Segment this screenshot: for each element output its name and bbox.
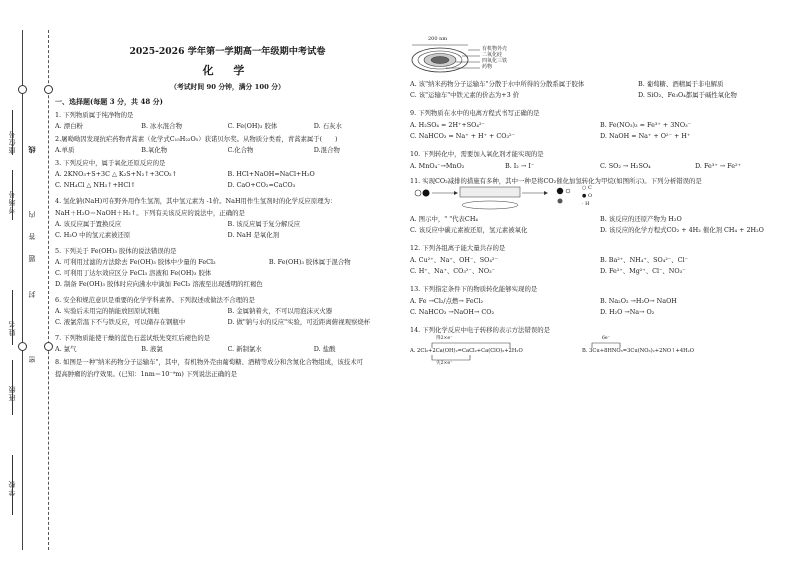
question-stem-cont: 提高肿瘤的治疗效果。(已知：1nm＝10⁻⁹m) 下列说法正确的是 <box>55 370 237 379</box>
option[interactable]: B.氧化物 <box>141 146 168 155</box>
question-7 <box>55 334 400 353</box>
exam-no-label: 考场号 <box>8 190 16 214</box>
diagram-label: 有机物外壳 <box>482 46 508 52</box>
binding-margin <box>0 0 60 566</box>
name-field[interactable] <box>12 290 13 345</box>
seal-text: 答 <box>28 232 36 240</box>
question-12 <box>410 244 790 278</box>
option[interactable]: A.单质 <box>55 146 75 155</box>
electron-transfer-options <box>410 334 790 368</box>
diagram-label: 药物 <box>482 64 493 70</box>
option[interactable]: B. I₂ → I⁻ <box>505 162 535 170</box>
option[interactable]: B. Fe(OH)₃ 胶体属于混合物 <box>268 258 351 267</box>
margin-line <box>22 30 23 550</box>
seal-text: 封 <box>28 290 36 298</box>
option[interactable]: B. 液氯 <box>141 345 163 354</box>
question-4 <box>55 197 400 242</box>
option[interactable]: B. HCl+NaOH=NaCl+H₂O <box>227 170 315 179</box>
option[interactable]: A. 图示中，" "代表CH₄ <box>410 215 478 223</box>
school-field[interactable] <box>12 455 13 515</box>
option[interactable]: C. H⁺、Na⁺、CO₃²⁻、NO₃⁻ <box>410 267 496 275</box>
option[interactable]: A. 该"纳米药物分子运输车"分散于水中所得的分散系属于胶体 <box>410 80 585 88</box>
option[interactable]: A. MnO₄⁻→MnO₂ <box>410 162 465 170</box>
electron-loss-label: 失2×e⁻ <box>436 361 453 366</box>
left-column <box>55 40 400 380</box>
question-11 <box>410 177 790 237</box>
option[interactable]: C. 该"运输车"中铁元素的价态为+3 价 <box>410 91 520 99</box>
option[interactable]: D. 做"钠与水的反应"实验，可近距离俯视观察烧杯 <box>227 318 371 327</box>
option[interactable]: D. 该反应的化学方程式CO₂ + 4H₂ 催化剂 CH₄ + 2H₂O <box>600 226 764 234</box>
option[interactable]: A. 可利用过滤的方法除去 Fe(OH)₃ 胶体中少量的 FeCl₃ <box>55 258 216 267</box>
class-label: 班级 <box>8 385 16 401</box>
option[interactable]: C. Fe(OH)₃ 胶体 <box>227 122 278 131</box>
electron-gain-label: 得2×e⁻ <box>436 336 453 341</box>
question-3 <box>55 159 400 192</box>
option[interactable]: D.混合物 <box>313 146 340 155</box>
option[interactable]: C. H₂O 中的氢元素被还原 <box>55 231 131 240</box>
legend-item: ○ C <box>582 185 592 191</box>
option[interactable]: B. 葡萄糖、酒精属于非电解质 <box>638 80 724 88</box>
option[interactable]: C. 该反应中碳元素被还原，氢元素被氧化 <box>410 226 528 234</box>
name-label: 姓名 <box>8 320 16 336</box>
question-6 <box>55 296 400 329</box>
option[interactable]: A. H₂SO₄ = 2H⁺+SO₄²⁻ <box>410 121 485 129</box>
seat-label: 座位号 <box>8 130 16 154</box>
question-stem-cont: NaH＋H₂O＝NaOH＋H₂↑。下列有关该反应的说法中，正确的是 <box>55 209 245 218</box>
exam-no-field[interactable] <box>12 170 13 220</box>
exam-subject: 化 学 <box>202 63 253 77</box>
legend-item: ● O <box>582 193 593 199</box>
question-8-options <box>410 80 790 102</box>
option[interactable]: D. NaH 是氧化剂 <box>227 231 280 240</box>
question-stem: 4. 氢化钠(NaH)可在野外用作生氢剂，其中氢元素为 -1价。NaH用作生氢剂时的化学反应原理为： <box>55 197 337 206</box>
question-stem: 14. 下列化学反应中电子转移的表示方法错误的是 <box>410 326 551 334</box>
option[interactable]: A. 该反应属于置换反应 <box>55 220 122 229</box>
nano-carrier-diagram <box>410 36 790 76</box>
seal-text: 内 <box>28 210 36 218</box>
option[interactable]: A. Fe →Cl₂/点燃→ FeCl₂ <box>410 297 484 305</box>
diagram-scale-label: 200 nm <box>428 36 448 42</box>
class-field[interactable] <box>12 360 13 415</box>
question-stem: 1. 下列物质属于纯净物的是 <box>55 111 134 120</box>
exam-info: （考试时间 90 分钟，满分 100 分） <box>170 83 285 92</box>
question-1 <box>55 111 400 130</box>
option[interactable]: D. H₂O →Na→ O₂ <box>600 308 655 316</box>
option[interactable]: D. 制备 Fe(OH)₃ 胶体时应向沸水中滴加 FeCl₃ 溶液至出现透明的红褐色 <box>55 280 263 289</box>
right-column <box>410 36 790 371</box>
seat-field[interactable] <box>12 110 13 155</box>
question-stem: 7. 下列物质能使干燥的蓝色石蕊试纸先变红后褪色的是 <box>55 334 211 343</box>
option[interactable]: B. 该反应属于复分解反应 <box>227 220 301 229</box>
question-stem: 5. 下列关于 Fe(OH)₃ 胶体的说法错误的是 <box>55 247 177 256</box>
question-14 <box>410 326 790 368</box>
section-heading: 一、选择题(每题 3 分，共 48 分) <box>55 96 163 106</box>
binding-hole <box>18 342 27 351</box>
question-8 <box>55 358 400 378</box>
option[interactable]: C. 液氯常温下不与铁反应，可以储存在钢瓶中 <box>55 318 186 327</box>
seal-text: 题 <box>28 254 36 262</box>
option[interactable]: C. SO₂ → H₂SO₄ <box>600 162 651 170</box>
option[interactable]: D. Fe²⁺、Mg²⁺、Cl⁻、NO₃⁻ <box>600 267 686 275</box>
question-stem: 3. 下列反应中，属于氧化还原反应的是 <box>55 159 166 168</box>
school-label: 学校 <box>8 480 16 496</box>
question-stem: 9. 下列物质在水中的电离方程式书写正确的是 <box>410 109 540 117</box>
option[interactable]: C. NaHCO₃ →NaOH→ CO₂ <box>410 308 495 316</box>
question-stem: 13. 下列指定条件下的物质转化能够实现的是 <box>410 285 538 293</box>
option[interactable]: D. 石灰水 <box>313 122 342 131</box>
option[interactable]: A. 氯气 <box>55 345 77 354</box>
question-13 <box>410 285 790 319</box>
exam-title: 2025-2026 学年第一学期高一年级期中考试卷 <box>129 46 326 57</box>
option[interactable]: B. 金属钠着火，不可以用泡沫灭火器 <box>227 307 333 316</box>
binding-hole <box>44 342 53 351</box>
option[interactable]: A. Cu²⁺、Na⁺、OH⁻、SO₄²⁻ <box>410 256 498 264</box>
question-stem: 12. 下列各组离子能大量共存的是 <box>410 244 506 252</box>
electron-transfer-label: 6e⁻ <box>602 336 611 341</box>
co2-hydrogenation-diagram <box>410 185 790 211</box>
option[interactable]: D. SiO₂、Fe₃O₄都属于碱性氧化物 <box>638 91 737 99</box>
option[interactable]: C. 可利用丁达尔效应区分 FeCl₃ 溶液和 Fe(OH)₃ 胶体 <box>55 269 212 278</box>
seal-text: 密 <box>28 355 36 363</box>
binding-hole <box>18 85 27 94</box>
question-10 <box>410 150 790 170</box>
option[interactable]: B. Fe(NO₃)₃ = Fe³⁺ + 3NO₃⁻ <box>600 121 692 129</box>
option[interactable]: C. NH₄Cl △ NH₃↑+HCl↑ <box>55 181 136 190</box>
option[interactable]: B. 冰水混合物 <box>141 122 182 131</box>
option[interactable]: B. 3Cu+8HNO₃=3Cu(NO₃)₂+2NO↑+4H₂O <box>582 348 695 354</box>
option[interactable]: C. NaHCO₃ = Na⁺ + H⁺ + CO₃²⁻ <box>410 132 515 140</box>
legend-item: · H <box>582 201 590 207</box>
question-stem: 2.屠呦呦因发现抗疟药物青蒿素（化学式C₁₅H₂₂O₅）获诺贝尔奖。从物质分类看，青蒿素属于( ) <box>55 135 338 144</box>
question-stem: 11. 实现CO₂减排的措施有多种，其中一种是将CO₂催化加氢转化为甲烷(如图所示)。下列分析错误的是 <box>410 177 702 185</box>
reaction-figure <box>410 185 610 211</box>
seal-text: 线 <box>27 145 36 153</box>
diagram-label: 二氧化硅 <box>482 52 503 58</box>
option[interactable]: B. Ba²⁺、NH₄⁺、SO₄²⁻、Cl⁻ <box>600 256 688 264</box>
option[interactable]: A. 实验后未用完的钠能放回原试剂瓶 <box>55 307 160 316</box>
option[interactable]: D. NaOH = Na⁺ + O²⁻ + H⁺ <box>600 132 691 140</box>
binding-hole <box>44 85 53 94</box>
option[interactable]: A. 2KNO₃+S+3C △ K₂S+N₂↑+3CO₂↑ <box>55 170 177 179</box>
seal-line <box>48 30 49 550</box>
question-5 <box>55 247 400 291</box>
question-9 <box>410 109 790 143</box>
option[interactable]: A. 2Cl₂+2Ca(OH)₂=CaCl₂+Ca(ClO)₂+2H₂O <box>410 348 523 354</box>
option[interactable]: D. Fe³⁺ → Fe²⁺ <box>695 162 741 170</box>
question-stem: 6. 安全和规范意识是重要的化学学科素养。下列叙述或做法不合理的是 <box>55 296 255 305</box>
option[interactable]: D. 盐酸 <box>313 345 336 354</box>
option[interactable]: C. 新制氯水 <box>227 345 262 354</box>
question-stem: 8. 如图是一种"纳米药物分子运输车"，其中，有机物外壳由葡萄糖、酒精等成分和含氮化合物组成，该技术可 <box>55 358 363 367</box>
option[interactable]: C.化合物 <box>227 146 254 155</box>
question-2 <box>55 135 400 154</box>
option[interactable]: D. CaO+CO₂=CaCO₃ <box>227 181 296 190</box>
option[interactable]: B. Na₂O₂ →H₂O→ NaOH <box>600 297 677 305</box>
question-stem: 10. 下列转化中，需要加入氧化剂才能实现的是 <box>410 150 544 158</box>
option[interactable]: A. 漂白粉 <box>55 122 83 131</box>
diagram-label: 四氧化三铁 <box>482 58 508 64</box>
option[interactable]: B. 该反应的还原产物为 H₂O <box>600 215 682 223</box>
